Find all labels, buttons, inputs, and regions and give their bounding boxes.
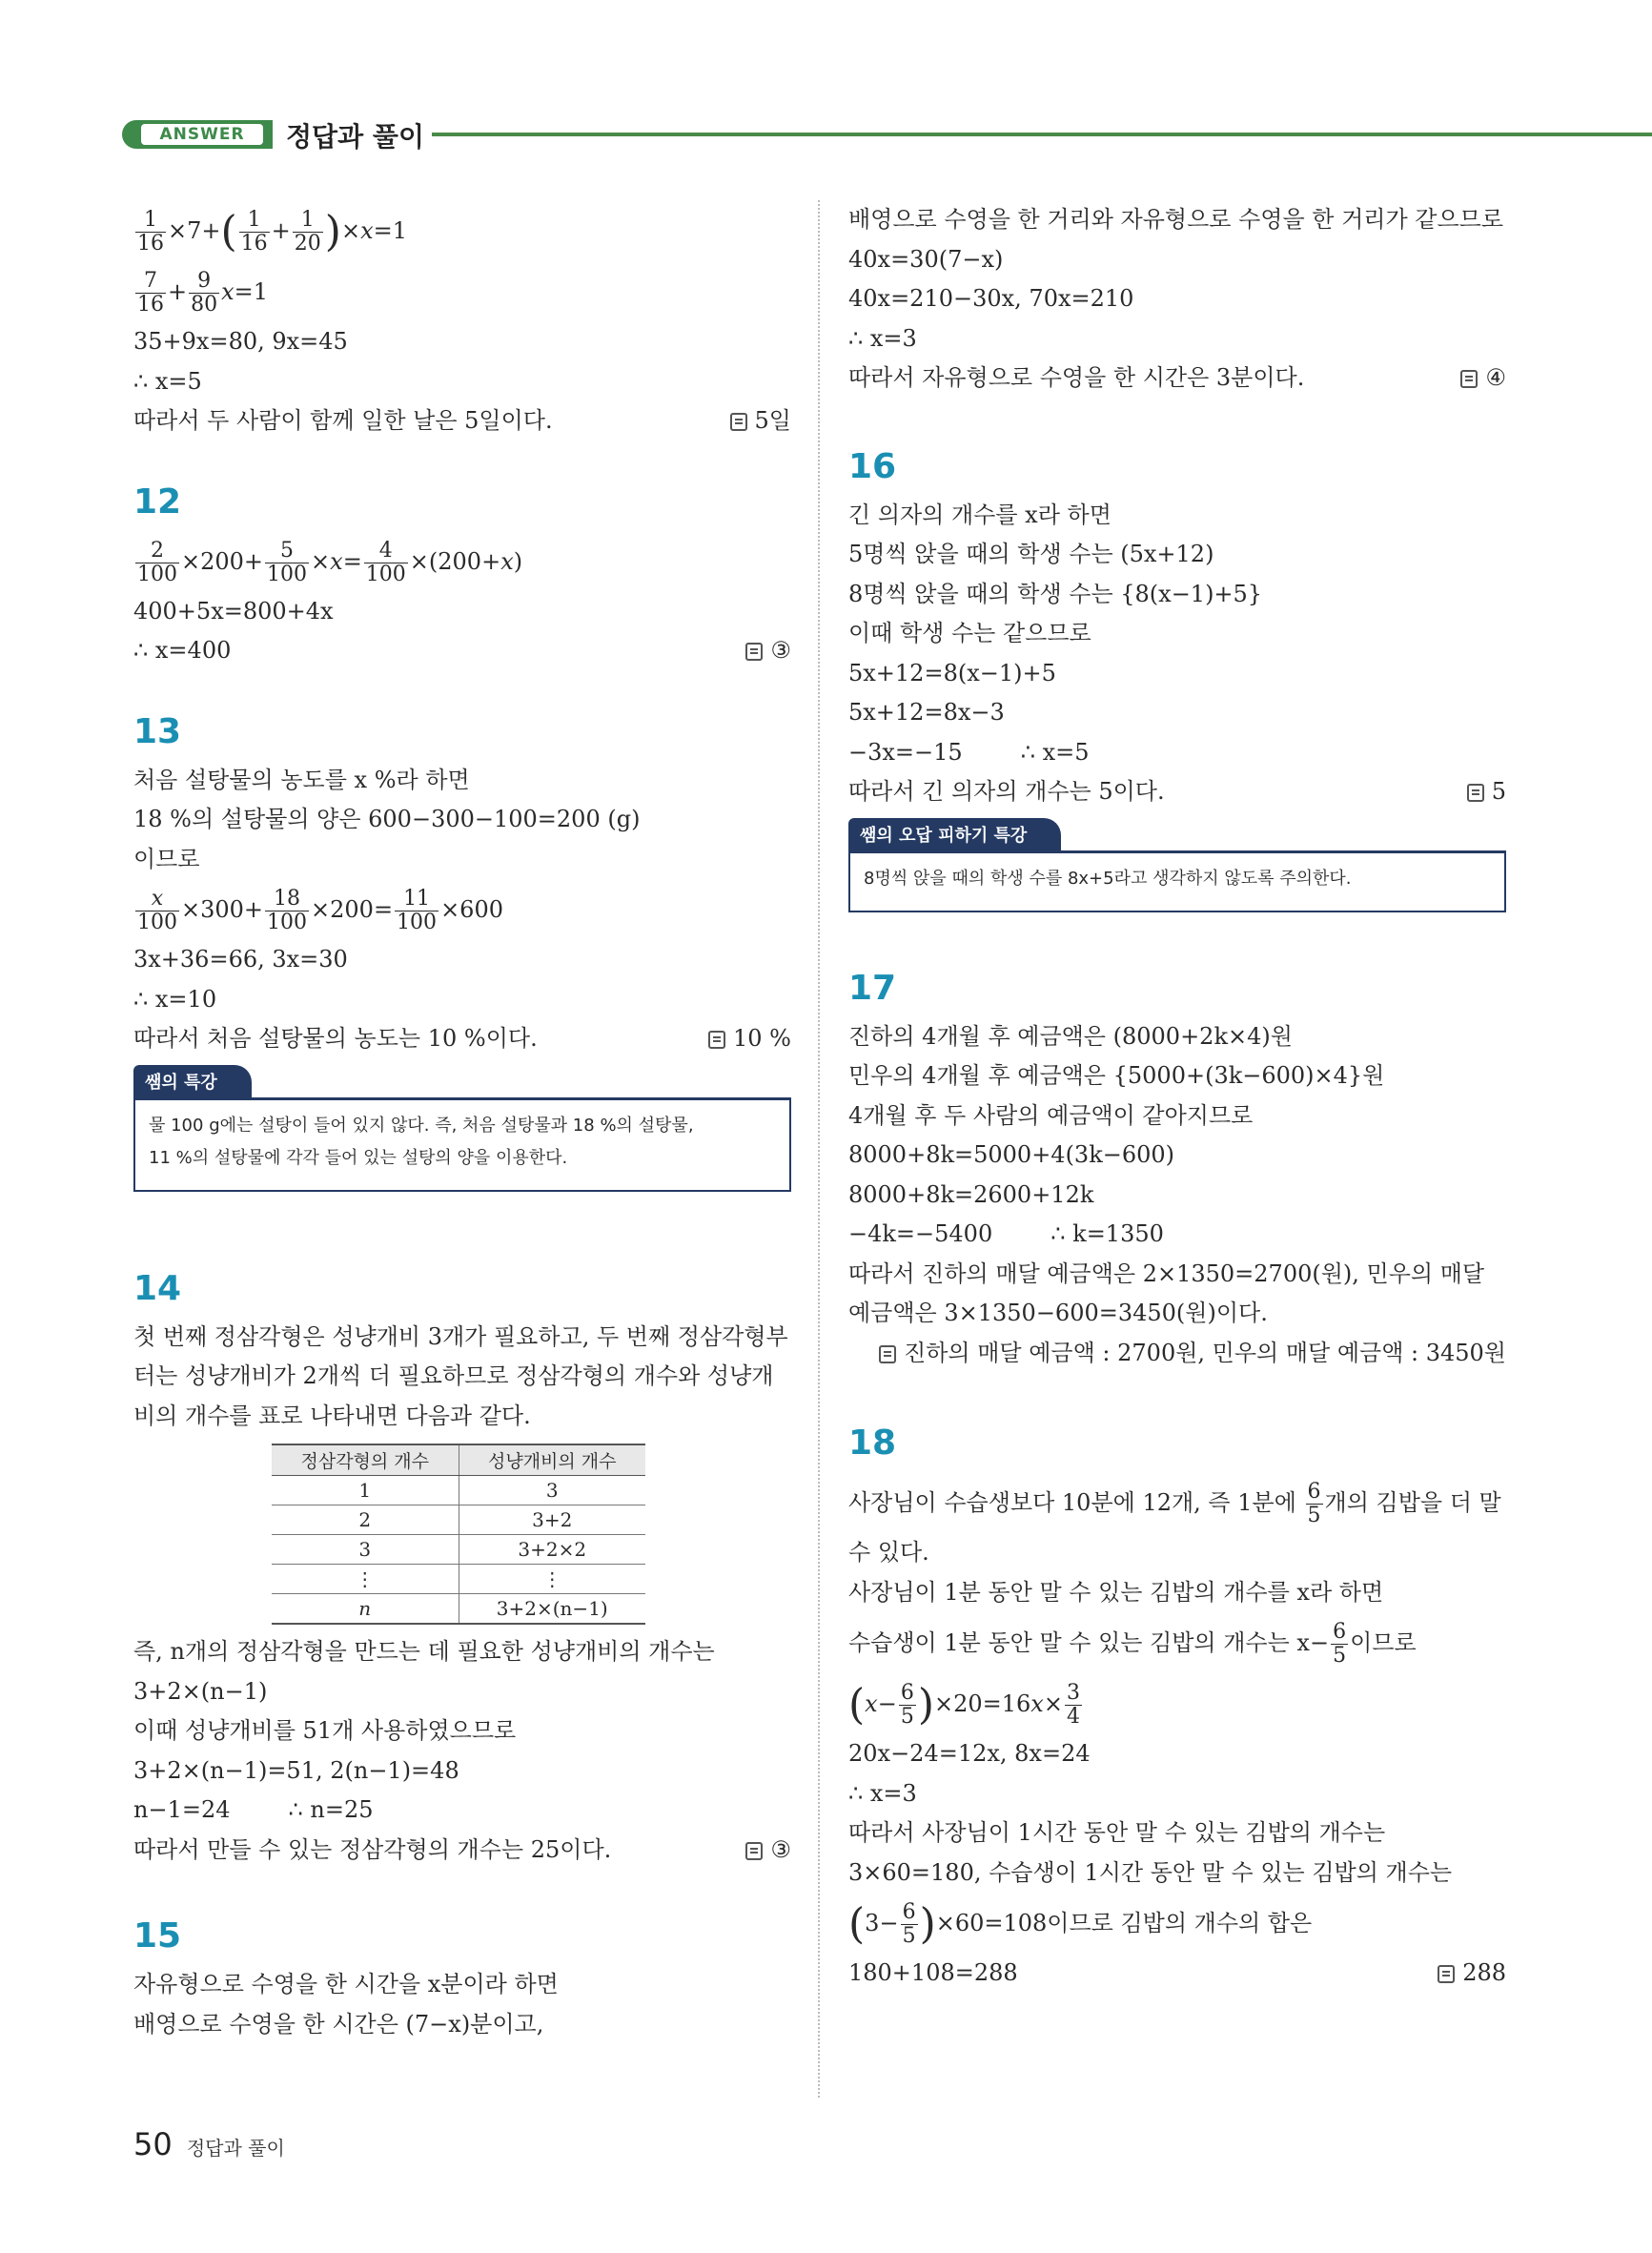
table-cell: n bbox=[272, 1594, 459, 1625]
q18-eq3: ∴ x=3 bbox=[848, 1779, 917, 1807]
answer-icon bbox=[1438, 1965, 1455, 1983]
fraction: $\frac{9}{80}$ bbox=[191, 269, 218, 317]
q14-number: 14 bbox=[133, 1268, 182, 1308]
q18-line10-text: ×60=108이므로 김밥의 개수의 합은 bbox=[935, 1910, 1313, 1936]
table-row bbox=[272, 1476, 645, 1505]
table-cell: 3+2×(n−1) bbox=[459, 1594, 645, 1625]
q18-line2: 수 있다. bbox=[848, 1539, 929, 1566]
q16-line7: −3x=−15 ∴ x=5 bbox=[848, 738, 1090, 766]
q13-tip-label: 쌤의 특강 bbox=[133, 1065, 252, 1097]
q13-conclusion-text: 따라서 처음 설탕물의 농도는 10 %이다. bbox=[133, 1025, 538, 1052]
answer-icon bbox=[1460, 370, 1478, 388]
q14-conclusion bbox=[133, 1831, 791, 1871]
q13-answer bbox=[708, 1019, 791, 1059]
q18-line1-text-b: 개의 김밥을 더 말 bbox=[1324, 1489, 1501, 1516]
q15-line3: 배영으로 수영을 한 거리와 자유형으로 수영을 한 거리가 같으므로 bbox=[848, 206, 1503, 233]
q11-conclusion-text: 따라서 두 사람이 함께 일한 날은 5일이다. bbox=[133, 407, 553, 434]
q18-number: 18 bbox=[848, 1423, 897, 1463]
q17-line8: 예금액은 3×1350−600=3450(원)이다. bbox=[848, 1300, 1268, 1326]
fraction: $\frac{5}{100}$ bbox=[267, 538, 308, 586]
q14-line4: 즉, n개의 정삼각형을 만드는 데 필요한 성냥개비의 개수는 bbox=[133, 1638, 715, 1665]
table-header: 성냥개비의 개수 bbox=[459, 1444, 645, 1476]
q12-solution bbox=[133, 474, 791, 671]
fraction: $\frac{11}{100}$ bbox=[397, 887, 438, 934]
table-cell: 3 bbox=[272, 1535, 459, 1565]
fraction: $\frac{x}{100}$ bbox=[137, 887, 177, 934]
q16-answer bbox=[1467, 772, 1506, 812]
q15-answer bbox=[1460, 358, 1506, 399]
q18-eq2: 20x−24=12x, 8x=24 bbox=[848, 1740, 1091, 1767]
q14-line8: n−1=24 ∴ n=25 bbox=[133, 1796, 374, 1823]
q15-line2: 배영으로 수영을 한 시간은 (7−x)분이고, bbox=[133, 2010, 544, 2038]
q11-answer-value: 5일 bbox=[754, 407, 791, 434]
q15-answer-value: ④ bbox=[1485, 364, 1506, 391]
q12-eq2: 400+5x=800+4x bbox=[133, 597, 334, 625]
table-cell: ⋮ bbox=[272, 1565, 459, 1594]
q17-answer-line bbox=[848, 1334, 1506, 1374]
q14-solution bbox=[133, 1260, 791, 1871]
q14-line3: 비의 개수를 표로 나타내면 다음과 같다. bbox=[133, 1402, 531, 1429]
q15-line1: 자유형으로 수영을 한 시간을 x분이라 하면 bbox=[133, 1971, 559, 1997]
q18-line1-text-a: 사장님이 수습생보다 10분에 12개, 즉 1분에 bbox=[848, 1489, 1304, 1516]
q15-line5: 40x=210−30x, 70x=210 bbox=[848, 285, 1134, 312]
q16-line3: 8명씩 앉을 때의 학생 수는 {8(x−1)+5} bbox=[848, 580, 1263, 607]
q16-tip-box bbox=[848, 818, 1506, 912]
q13-conclusion bbox=[133, 1019, 791, 1059]
q15-number: 15 bbox=[133, 1916, 182, 1956]
answer-icon bbox=[745, 643, 763, 661]
q13-tip-line1: 물 100 g에는 설탕이 들어 있지 않다. 즉, 처음 설탕물과 18 %의 설탕물, bbox=[149, 1115, 694, 1136]
q11-eq3: 35+9x=80, 9x=45 bbox=[133, 328, 348, 355]
q13-answer-value: 10 % bbox=[733, 1025, 791, 1052]
fraction: $\frac{7}{16}$ bbox=[137, 269, 164, 317]
q16-conclusion bbox=[848, 772, 1506, 812]
q12-answer bbox=[745, 631, 791, 671]
table-cell: ⋮ bbox=[459, 1565, 645, 1594]
q14-line6: 이때 성냥개비를 51개 사용하였으므로 bbox=[133, 1717, 517, 1744]
answer-icon bbox=[708, 1031, 725, 1049]
header-title: 정답과 풀이 bbox=[286, 121, 424, 153]
q16-tip-label: 쌤의 오답 피하기 특강 bbox=[848, 818, 1061, 850]
q11-answer bbox=[730, 401, 791, 441]
q15-line6: ∴ x=3 bbox=[848, 324, 917, 352]
fraction: $\frac{18}{100}$ bbox=[267, 887, 308, 934]
q17-line2: 민우의 4개월 후 예금액은 {5000+(3k−600)×4}원 bbox=[848, 1062, 1385, 1089]
q11-eq1: $\frac{1}{16}$ ×7+( $\frac{1}{16}$ + $\frac{1}{20}$ )×x=1 bbox=[137, 207, 407, 256]
q17-number: 17 bbox=[848, 968, 897, 1008]
q17-solution bbox=[848, 960, 1506, 1374]
table-cell: 3+2×2 bbox=[459, 1535, 645, 1565]
q12-eq1: $\frac{2}{100}$ ×200+ $\frac{5}{100}$ ×x= $\frac{4}{100}$ ×(200+x) bbox=[137, 538, 523, 586]
q17-line4: 8000+8k=5000+4(3k−600) bbox=[848, 1141, 1175, 1168]
q17-line5: 8000+8k=2600+12k bbox=[848, 1180, 1094, 1208]
q16-tip-body bbox=[848, 850, 1506, 912]
q16-answer-value: 5 bbox=[1491, 778, 1506, 805]
q12-answer-value: ③ bbox=[770, 637, 791, 664]
table-row bbox=[272, 1565, 645, 1594]
q17-line3: 4개월 후 두 사람의 예금액이 같아지므로 bbox=[848, 1101, 1254, 1129]
q14-line2: 터는 성냥개비가 2개씩 더 필요하므로 정삼각형의 개수와 성냥개 bbox=[133, 1362, 774, 1389]
page-footer bbox=[133, 2126, 285, 2162]
q18-conclusion-text: 180+108=288 bbox=[848, 1959, 1018, 1986]
q17-line6: −4k=−5400 ∴ k=1350 bbox=[848, 1220, 1164, 1247]
table-row bbox=[272, 1535, 645, 1565]
q11-conclusion bbox=[133, 401, 791, 441]
fraction: $\frac{6}{5}$ bbox=[1333, 1620, 1347, 1668]
q14-answer bbox=[745, 1831, 791, 1871]
q15-conclusion-text: 따라서 자유형으로 수영을 한 시간은 3분이다. bbox=[848, 364, 1305, 391]
q12-eq3 bbox=[133, 631, 791, 671]
q12-number: 12 bbox=[133, 481, 182, 522]
table-cell: 3 bbox=[459, 1476, 645, 1505]
fraction: $\frac{3}{4}$ bbox=[1066, 1681, 1080, 1729]
q14-conclusion-text: 따라서 만들 수 있는 정삼각형의 개수는 25이다. bbox=[133, 1835, 612, 1863]
q11-eq4: ∴ x=5 bbox=[133, 367, 202, 395]
q13-eq2: 3x+36=66, 3x=30 bbox=[133, 946, 348, 973]
q13-tip-line2: 11 %의 설탕물에 각각 들어 있는 설탕의 양을 이용한다. bbox=[149, 1147, 568, 1168]
q18-line4-text-a: 수습생이 1분 동안 말 수 있는 김밥의 개수는 x− bbox=[848, 1629, 1330, 1656]
q13-eq3: ∴ x=10 bbox=[133, 985, 217, 1013]
q16-line4: 이때 학생 수는 같으므로 bbox=[848, 620, 1091, 646]
q18-eq1: (x− $\frac{6}{5}$ )×20=16x× $\frac{3}{4}$ bbox=[848, 1680, 1080, 1730]
q12-eq3-text: ∴ x=400 bbox=[133, 637, 232, 664]
q18-line9: 3×60=180, 수습생이 1시간 동안 말 수 있는 김밥의 개수는 bbox=[848, 1858, 1453, 1886]
fraction: $\frac{6}{5}$ bbox=[902, 1900, 916, 1948]
q16-conclusion-text: 따라서 긴 의자의 개수는 5이다. bbox=[848, 778, 1165, 805]
fraction: $\frac{1}{20}$ bbox=[294, 208, 321, 256]
q18-line1 bbox=[848, 1472, 1506, 1533]
footer-title: 정답과 풀이 bbox=[186, 2137, 285, 2160]
left-column bbox=[133, 200, 791, 2044]
q17-line7: 따라서 진하의 매달 예금액은 2×1350=2700(원), 민우의 매달 bbox=[848, 1260, 1485, 1287]
fraction: $\frac{6}{5}$ bbox=[1307, 1480, 1321, 1527]
page-number: 50 bbox=[133, 2126, 173, 2162]
column-divider bbox=[818, 200, 820, 2098]
matchstick-table bbox=[272, 1444, 645, 1625]
answer-icon bbox=[1467, 784, 1484, 802]
page-header bbox=[122, 116, 1652, 154]
q16-solution bbox=[848, 439, 1506, 912]
q18-answer bbox=[1438, 1954, 1506, 1994]
q15-solution-part1 bbox=[133, 1908, 791, 2044]
fraction: $\frac{6}{5}$ bbox=[900, 1681, 914, 1729]
fraction: $\frac{2}{100}$ bbox=[137, 538, 177, 586]
q11-solution bbox=[133, 200, 791, 441]
q14-answer-value: ③ bbox=[770, 1835, 791, 1863]
q18-conclusion bbox=[848, 1954, 1506, 1994]
q18-solution bbox=[848, 1415, 1506, 1994]
q13-tip-body bbox=[133, 1097, 791, 1192]
answer-icon bbox=[730, 413, 747, 431]
table-cell: 3+2 bbox=[459, 1505, 645, 1535]
q13-number: 13 bbox=[133, 711, 182, 751]
fraction: $\frac{4}{100}$ bbox=[365, 538, 406, 586]
q18-line3: 사장님이 1분 동안 말 수 있는 김밥의 개수를 x라 하면 bbox=[848, 1578, 1384, 1606]
fraction: $\frac{1}{16}$ bbox=[240, 208, 268, 256]
q16-line1: 긴 의자의 개수를 x라 하면 bbox=[848, 501, 1112, 528]
q18-answer-value: 288 bbox=[1462, 1959, 1506, 1986]
q11-eq2: $\frac{7}{16}$ + $\frac{9}{80}$ x=1 bbox=[137, 269, 269, 317]
q13-line3: 이므로 bbox=[133, 845, 200, 872]
q15-line4: 40x=30(7−x) bbox=[848, 245, 1004, 273]
answer-icon bbox=[879, 1345, 896, 1363]
fraction: $\frac{1}{16}$ bbox=[137, 208, 164, 256]
table-header: 정삼각형의 개수 bbox=[272, 1444, 459, 1476]
table-cell: 2 bbox=[272, 1505, 459, 1535]
q13-line1: 처음 설탕물의 농도를 x %라 하면 bbox=[133, 766, 470, 793]
right-column bbox=[848, 200, 1506, 1994]
q14-line7: 3+2×(n−1)=51, 2(n−1)=48 bbox=[133, 1756, 459, 1784]
q13-solution bbox=[133, 704, 791, 1192]
q13-eq1: $\frac{x}{100}$ ×300+ $\frac{18}{100}$ ×200= $\frac{11}{100}$ ×600 bbox=[137, 887, 503, 934]
table-row bbox=[272, 1594, 645, 1625]
table-row bbox=[272, 1505, 645, 1535]
q16-tip-line1: 8명씩 앉을 때의 학생 수를 8x+5라고 생각하지 않도록 주의한다. bbox=[864, 868, 1352, 889]
answer-icon bbox=[745, 1842, 763, 1860]
q16-line6: 5x+12=8x−3 bbox=[848, 699, 1005, 726]
q14-line5: 3+2×(n−1) bbox=[133, 1677, 268, 1705]
q18-line4-text-b: 이므로 bbox=[1350, 1629, 1417, 1656]
q17-answer-value: 진하의 매달 예금액 : 2700원, 민우의 매달 예금액 : 3450원 bbox=[904, 1339, 1506, 1366]
q13-line2: 18 %의 설탕물의 양은 600−300−100=200 (g) bbox=[133, 806, 641, 832]
q15-solution-part2 bbox=[848, 200, 1506, 399]
q18-line4 bbox=[848, 1612, 1506, 1673]
table-cell: 1 bbox=[272, 1476, 459, 1505]
q16-number: 16 bbox=[848, 446, 897, 486]
q16-line2: 5명씩 앉을 때의 학생 수는 (5x+12) bbox=[848, 541, 1214, 567]
table-header-row bbox=[272, 1444, 645, 1476]
q13-tip-box bbox=[133, 1065, 791, 1192]
q17-line1: 진하의 4개월 후 예금액은 (8000+2k×4)원 bbox=[848, 1022, 1293, 1050]
q18-line8: 따라서 사장님이 1시간 동안 말 수 있는 김밥의 개수는 bbox=[848, 1819, 1386, 1846]
answer-badge bbox=[122, 120, 273, 149]
q15-conclusion bbox=[848, 358, 1506, 399]
answer-badge-label: ANSWER bbox=[141, 124, 263, 145]
q14-line1: 첫 번째 정삼각형은 성냥개비 3개가 필요하고, 두 번째 정삼각형부 bbox=[133, 1322, 788, 1350]
q18-line10: (3− $\frac{6}{5}$ )×60=108이므로 김밥의 개수의 합은 bbox=[848, 1899, 1313, 1949]
header-rule bbox=[432, 133, 1652, 136]
q16-line5: 5x+12=8(x−1)+5 bbox=[848, 659, 1056, 686]
